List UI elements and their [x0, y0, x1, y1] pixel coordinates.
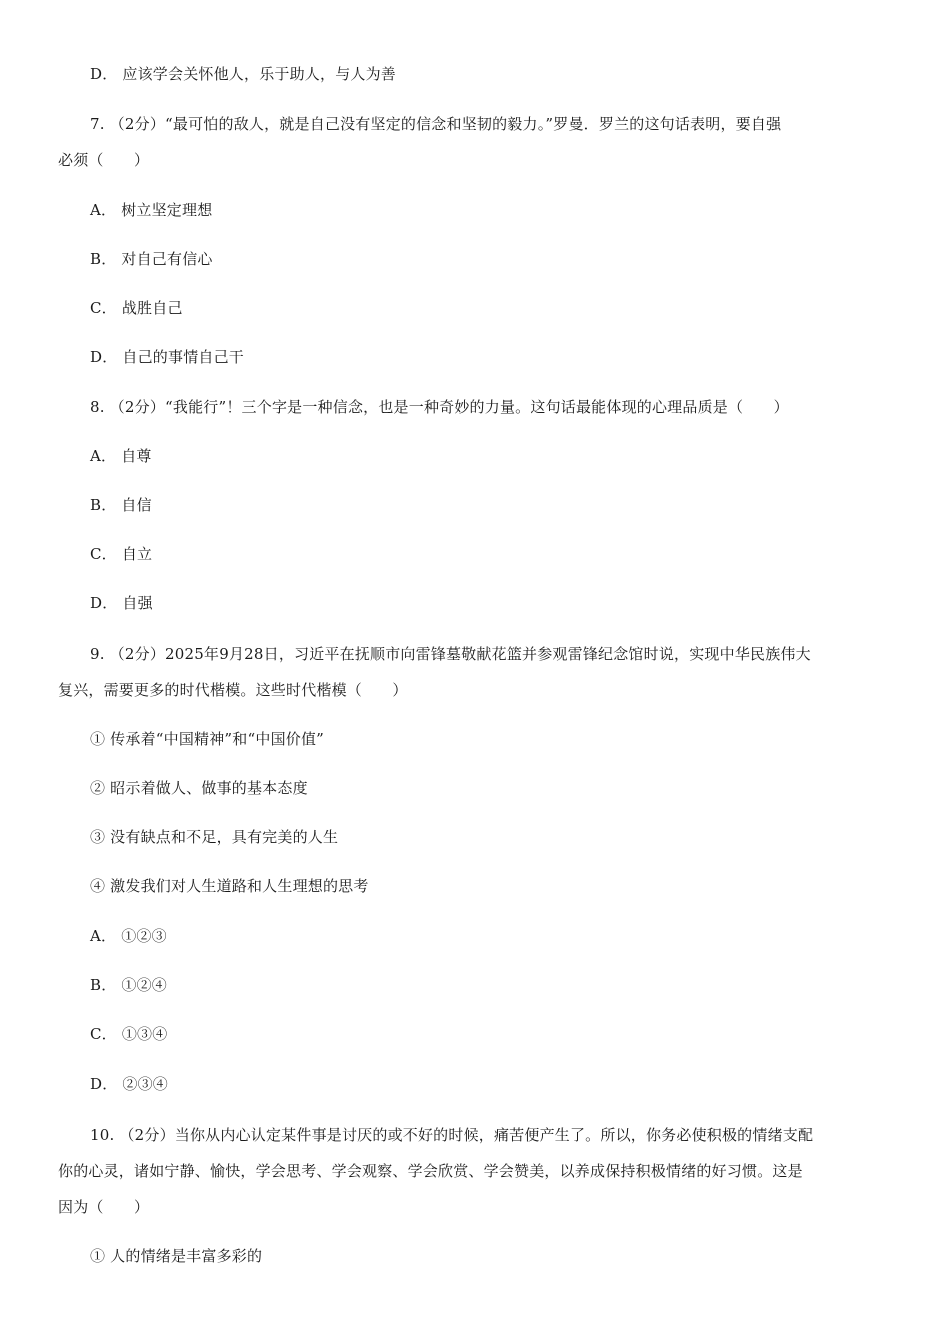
- q10-statement-1: ① 人的情绪是丰富多彩的: [90, 1247, 263, 1265]
- q7-stem-line-2: 必须（ ）: [58, 151, 150, 169]
- q7-option-b: B． 对自己有信心: [90, 250, 213, 268]
- q9-statement-2: ② 昭示着做人、做事的基本态度: [90, 779, 308, 797]
- q7-option-a: A． 树立坚定理想: [90, 201, 213, 219]
- q8-option-c: C． 自立: [90, 545, 153, 563]
- q9-option-c: C． ①③④: [90, 1025, 168, 1043]
- q9-stem-line-1: 9. （2分）2025年9月28日，习近平在抚顺市向雷锋墓敬献花篮并参观雷锋纪念馆时说，实现中华民族伟大: [90, 645, 811, 663]
- q10-stem-line-2: 你的心灵，诸如宁静、愉快，学会思考、学会观察、学会欣赏、学会赞美，以养成保持积极情绪的好习惯。这是: [58, 1162, 803, 1180]
- q8-option-d: D． 自强: [90, 594, 153, 612]
- q9-option-a: A． ①②③: [90, 927, 167, 945]
- q9-statement-4: ④ 激发我们对人生道路和人生理想的思考: [90, 877, 369, 895]
- q7-option-d: D． 自己的事情自己干: [90, 348, 244, 366]
- q7-stem-line-1: 7. （2分）“最可怕的敌人，就是自己没有坚定的信念和坚韧的毅力。”罗曼．罗兰的这句话表明，要自强: [90, 115, 782, 133]
- q9-stem-line-2: 复兴，需要更多的时代楷模。这些时代楷模（ ）: [58, 681, 408, 699]
- q6-option-d: D． 应该学会关怀他人，乐于助人，与人为善: [90, 65, 396, 83]
- q8-stem: 8. （2分）“我能行”！三个字是一种信念，也是一种奇妙的力量。这句话最能体现的心理品质是（ ）: [90, 398, 789, 416]
- q9-statement-3: ③ 没有缺点和不足，具有完美的人生: [90, 828, 339, 846]
- q9-option-b: B． ①②④: [90, 976, 167, 994]
- q9-option-d: D． ②③④: [90, 1075, 168, 1093]
- q8-option-b: B． 自信: [90, 496, 152, 514]
- q8-option-a: A． 自尊: [90, 447, 152, 465]
- q10-stem-line-3: 因为（ ）: [58, 1198, 150, 1216]
- q10-stem-line-1: 10. （2分）当你从内心认定某件事是讨厌的或不好的时候，痛苦便产生了。所以，你务必使积极的情绪支配: [90, 1126, 814, 1144]
- q9-statement-1: ① 传承着“中国精神”和“中国价值”: [90, 730, 325, 748]
- q7-option-c: C． 战胜自己: [90, 299, 183, 317]
